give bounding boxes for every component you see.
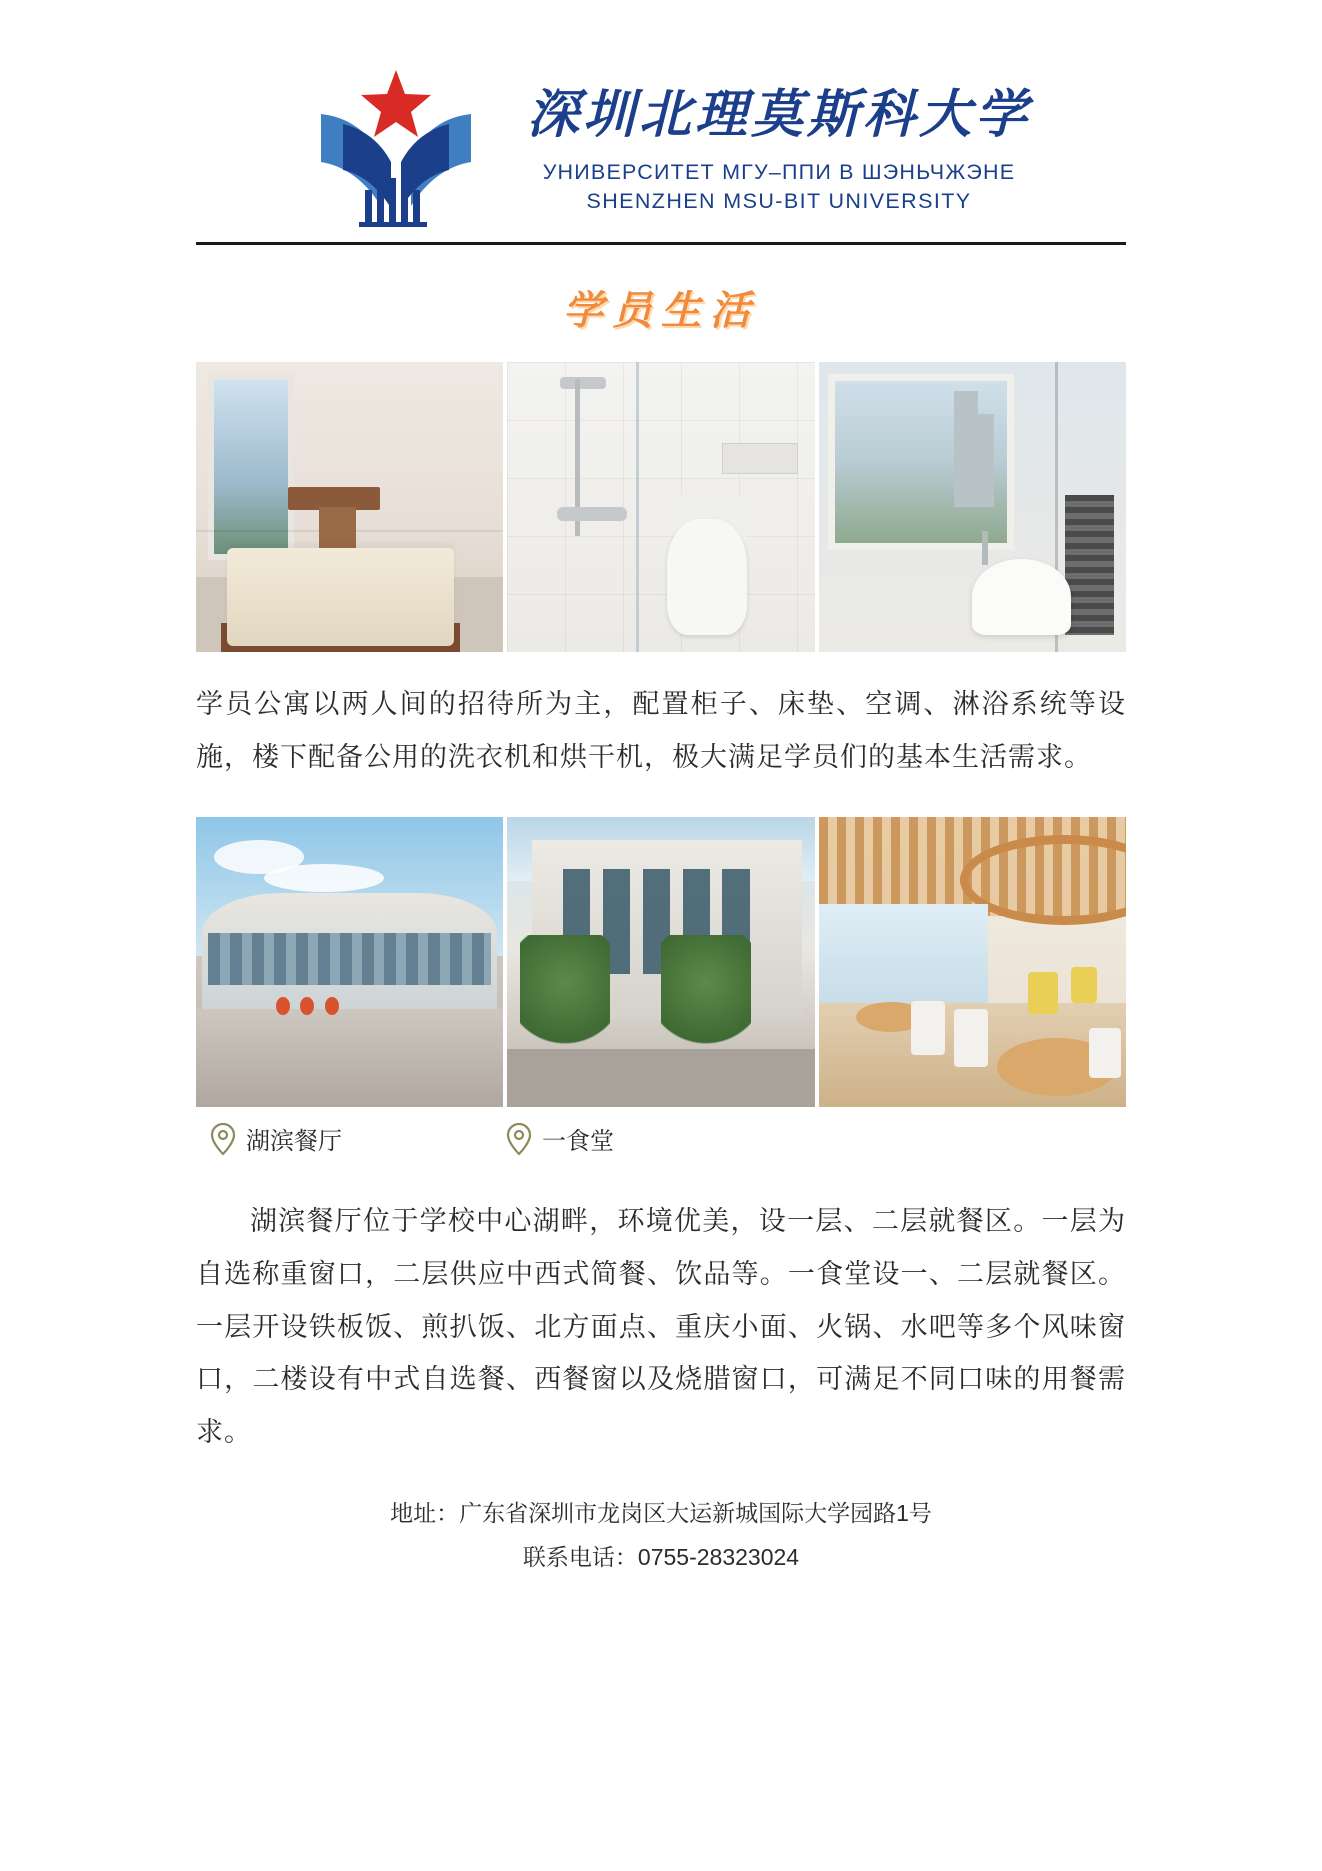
canteen-interior-photo: [819, 817, 1126, 1107]
page-title: 学员生活: [563, 288, 759, 333]
first-canteen-photo: [507, 817, 814, 1107]
shower-room-photo: [507, 362, 814, 652]
caption-label: 湖滨餐厅: [246, 1128, 342, 1156]
dorm-room-photo: [196, 362, 503, 652]
header-divider: [196, 242, 1126, 245]
dorm-photo-strip: [196, 362, 1126, 652]
dining-photo-strip: [196, 817, 1126, 1107]
university-name-cn: 深圳北理莫斯科大学: [526, 87, 1031, 145]
university-name-en: SHENZHEN MSU-BIT UNIVERSITY: [586, 188, 972, 213]
dorm-description-paragraph: 学员公寓以两人间的招待所为主，配置柜子、床垫、空调、淋浴系统等设施，楼下配备公用的洗衣机和烘干机，极大满足学员们的基本生活需求。: [196, 689, 1126, 772]
map-pin-icon: [506, 1123, 532, 1155]
msu-bit-shield-logo-icon: [291, 62, 501, 232]
document-footer: [0, 1492, 1322, 1579]
caption-first-canteen: [506, 1121, 614, 1156]
bathroom-sink-photo: [819, 362, 1126, 652]
university-name-ru: УНИВЕРСИТЕТ МГУ–ППИ В ШЭНЬЧЖЭНЕ: [542, 159, 1016, 184]
lakeside-restaurant-photo: [196, 817, 503, 1107]
dining-description-paragraph: 湖滨餐厅位于学校中心湖畔，环境优美，设一层、二层就餐区。一层为自选称重窗口，二层供应中西式简餐、饮品等。一食堂设一、二层就餐区。一层开设铁板饭、煎扒饭、北方面点、重庆小面、火锅、水吧等多个风味窗口，二楼设有中式自选餐、西餐窗以及烧腊窗口，可满足不同口味的用餐需求。: [196, 1206, 1126, 1447]
footer-phone: 联系电话：0755-28323024: [522, 1544, 800, 1571]
dining-photo-captions: [196, 1119, 1126, 1165]
document-header: [0, 0, 1322, 232]
map-pin-icon: [210, 1123, 236, 1155]
caption-lakeside-restaurant: [210, 1121, 342, 1156]
section-title-wrap: [0, 279, 1322, 336]
caption-label: 一食堂: [542, 1128, 614, 1156]
footer-address: 地址：广东省深圳市龙岗区大运新城国际大学园路1号: [390, 1500, 932, 1527]
